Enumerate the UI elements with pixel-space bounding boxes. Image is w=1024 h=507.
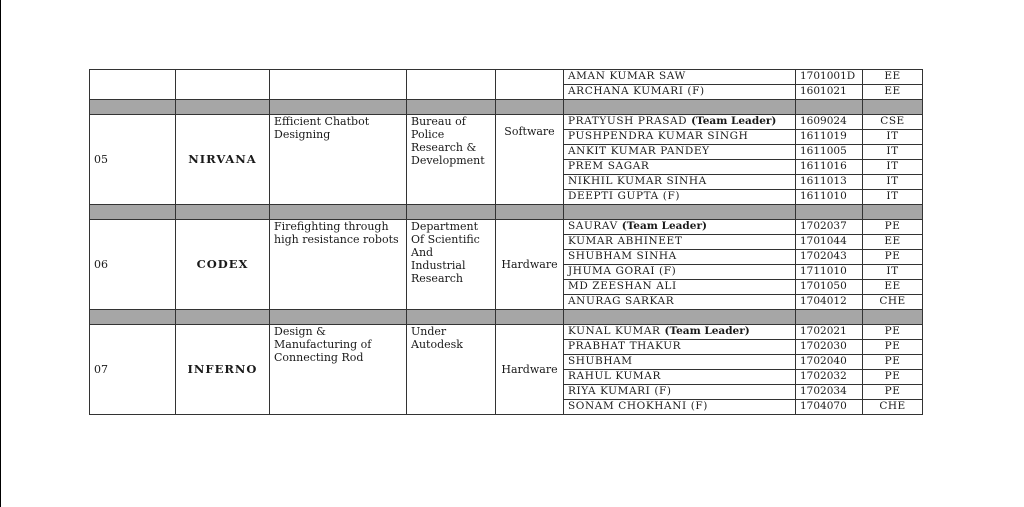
member-name: SHUBHAM	[564, 355, 796, 370]
member-name: PUSHPENDRA KUMAR SINGH	[564, 130, 796, 145]
domain: Software	[496, 115, 564, 205]
member-roll: 1701044	[796, 235, 863, 250]
member-roll: 1601021	[796, 85, 863, 100]
member-name-text: KUNAL KUMAR	[568, 325, 661, 337]
member-roll: 1702030	[796, 340, 863, 355]
member-roll: 1702032	[796, 370, 863, 385]
empty-cell	[176, 70, 270, 100]
team-number: 06	[90, 220, 176, 310]
teams-table	[89, 69, 923, 415]
member-branch: IT	[863, 190, 923, 205]
member-roll: 1611016	[796, 160, 863, 175]
member-branch: PE	[863, 250, 923, 265]
member-roll: 1702043	[796, 250, 863, 265]
member-branch: PE	[863, 355, 923, 370]
member-branch: IT	[863, 130, 923, 145]
problem-title: Firefighting through high resistance robots	[270, 220, 407, 310]
member-name: SONAM CHOKHANI (F)	[564, 400, 796, 415]
member-name: JHUMA GORAI (F)	[564, 265, 796, 280]
member-roll: 1611010	[796, 190, 863, 205]
problem-title: Design & Manufacturing of Connecting Rod	[270, 325, 407, 415]
member-name: KUMAR ABHINEET	[564, 235, 796, 250]
member-name: RIYA KUMARI (F)	[564, 385, 796, 400]
member-name: PRABHAT THAKUR	[564, 340, 796, 355]
member-name: ANKIT KUMAR PANDEY	[564, 145, 796, 160]
member-name: PREM SAGAR	[564, 160, 796, 175]
member-branch: IT	[863, 175, 923, 190]
member-name: MD ZEESHAN ALI	[564, 280, 796, 295]
separator-row	[90, 205, 923, 220]
member-branch: PE	[863, 220, 923, 235]
member-roll: 1701001D	[796, 70, 863, 85]
member-roll: 1609024	[796, 115, 863, 130]
member-roll: 1702021	[796, 325, 863, 340]
member-roll: 1704012	[796, 295, 863, 310]
member-branch: EE	[863, 235, 923, 250]
separator-row	[90, 310, 923, 325]
domain: Hardware	[496, 325, 564, 415]
member-roll: 1702040	[796, 355, 863, 370]
empty-cell	[407, 70, 496, 100]
organization: Under Autodesk	[407, 325, 496, 415]
team-name: NIRVANA	[176, 115, 270, 205]
member-roll: 1702037	[796, 220, 863, 235]
team-number: 07	[90, 325, 176, 415]
member-name: AMAN KUMAR SAW	[564, 70, 796, 85]
member-roll: 1611013	[796, 175, 863, 190]
team-leader-label: (Team Leader)	[621, 220, 707, 232]
member-branch: CHE	[863, 400, 923, 415]
member-branch: PE	[863, 370, 923, 385]
member-name	[564, 325, 796, 340]
member-name: ARCHANA KUMARI (F)	[564, 85, 796, 100]
member-name-text: PRATYUSH PRASAD	[568, 115, 688, 127]
member-branch: EE	[863, 85, 923, 100]
empty-cell	[90, 70, 176, 100]
organization: Department Of Scientific And Industrial Research	[407, 220, 496, 310]
table-row	[90, 220, 923, 235]
member-branch: IT	[863, 160, 923, 175]
organization: Bureau of Police Research & Development	[407, 115, 496, 205]
member-name: SHUBHAM SINHA	[564, 250, 796, 265]
member-branch: PE	[863, 340, 923, 355]
team-number: 05	[90, 115, 176, 205]
member-roll: 1701050	[796, 280, 863, 295]
table-row	[90, 115, 923, 130]
member-name	[564, 115, 796, 130]
member-roll: 1704070	[796, 400, 863, 415]
member-name	[564, 220, 796, 235]
member-branch: IT	[863, 145, 923, 160]
member-roll: 1611005	[796, 145, 863, 160]
member-branch: PE	[863, 325, 923, 340]
member-name: NIKHIL KUMAR SINHA	[564, 175, 796, 190]
member-name: DEEPTI GUPTA (F)	[564, 190, 796, 205]
member-roll: 1611019	[796, 130, 863, 145]
member-branch: CHE	[863, 295, 923, 310]
team-leader-label: (Team Leader)	[664, 325, 750, 337]
member-branch: CSE	[863, 115, 923, 130]
domain: Hardware	[496, 220, 564, 310]
page-left-border	[0, 0, 1, 507]
team-leader-label: (Team Leader)	[691, 115, 777, 127]
team-name: CODEX	[176, 220, 270, 310]
separator-row	[90, 100, 923, 115]
empty-cell	[270, 70, 407, 100]
member-name: ANURAG SARKAR	[564, 295, 796, 310]
team-name: INFERNO	[176, 325, 270, 415]
member-name: RAHUL KUMAR	[564, 370, 796, 385]
table-row	[90, 325, 923, 340]
table-row	[90, 70, 923, 85]
member-branch: PE	[863, 385, 923, 400]
member-roll: 1702034	[796, 385, 863, 400]
problem-title: Efficient Chatbot Designing	[270, 115, 407, 205]
member-branch: IT	[863, 265, 923, 280]
empty-cell	[496, 70, 564, 100]
member-name-text: SAURAV	[568, 220, 618, 232]
member-roll: 1711010	[796, 265, 863, 280]
member-branch: EE	[863, 70, 923, 85]
member-branch: EE	[863, 280, 923, 295]
